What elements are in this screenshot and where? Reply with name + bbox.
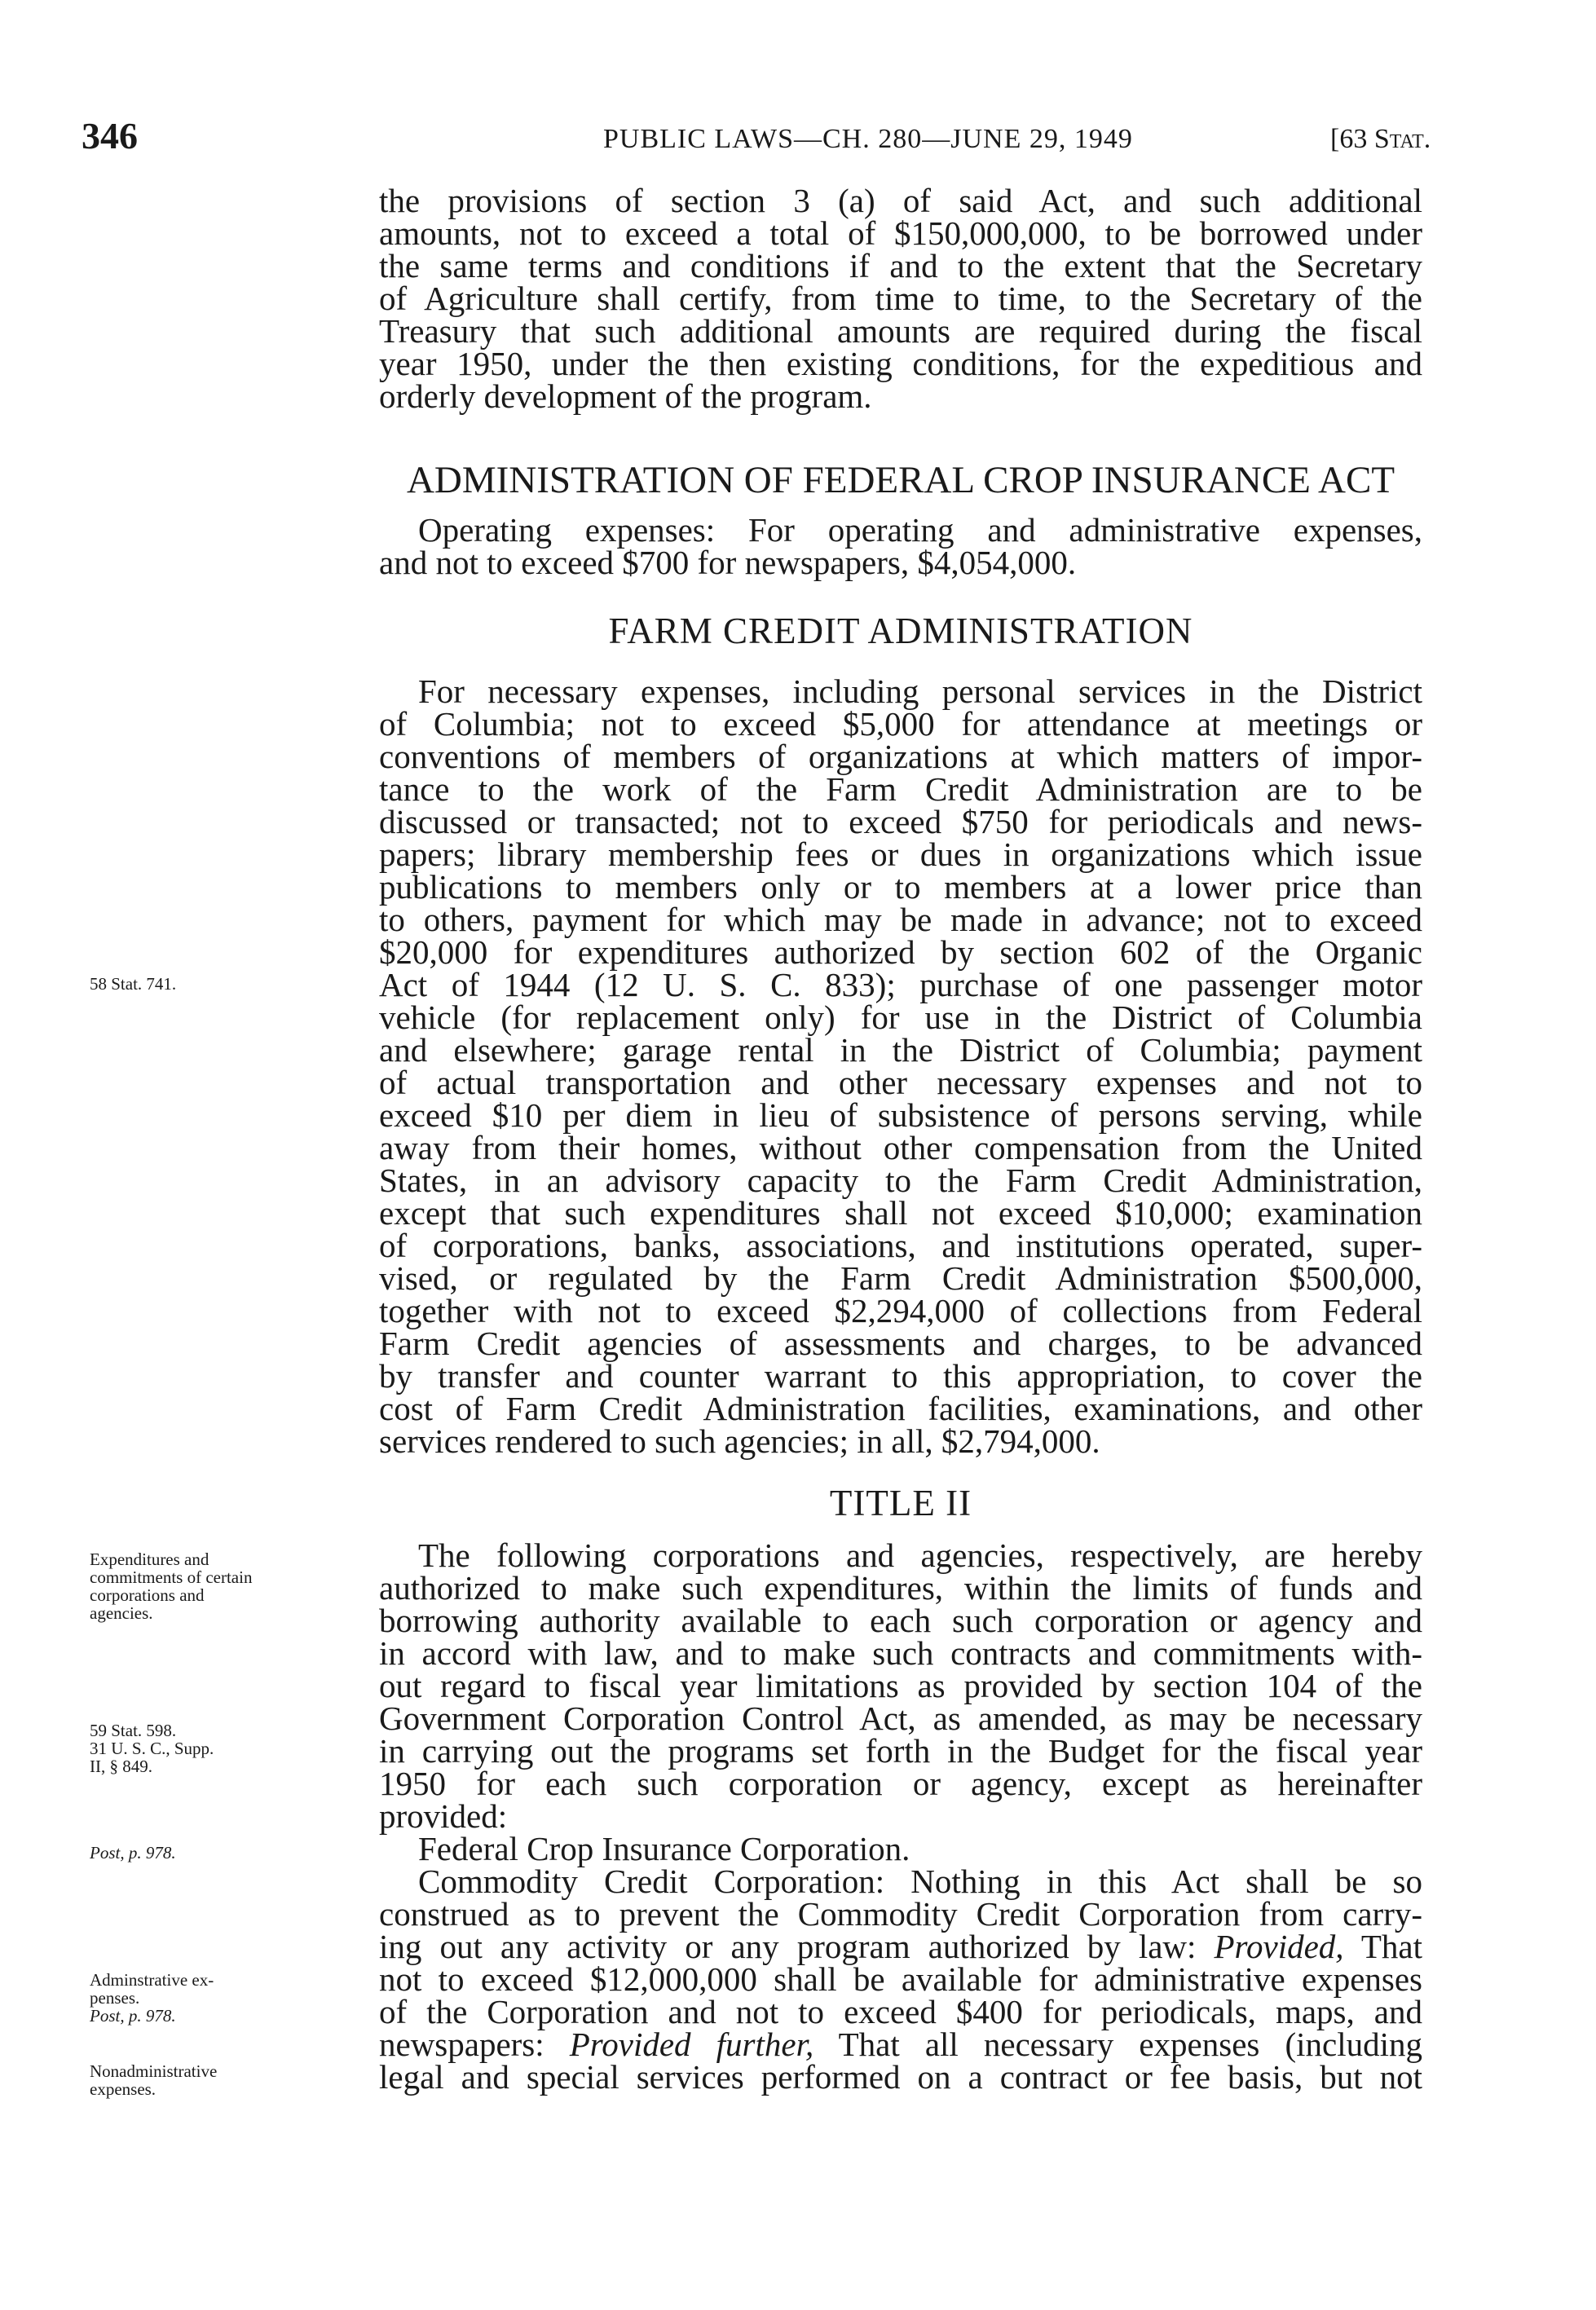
text-line: discussed or transacted; not to exceed $750 for periodicals and news-	[379, 803, 1422, 840]
proviso-italic: Provided further,	[569, 2026, 814, 2063]
text-line: For necessary expenses, including personal services in the District	[418, 672, 1422, 710]
text-line: together with not to exceed $2,294,000 of collections from Federal	[379, 1292, 1422, 1329]
text-line: in accord with law, and to make such contracts and commitments with-	[379, 1634, 1422, 1672]
text-line: vehicle (for replacement only) for use in the District of Columbia	[379, 999, 1422, 1036]
text-fragment: ing out any activity or any program authorized by law:	[379, 1928, 1215, 1965]
text-line: cost of Farm Credit Administration facilities, examinations, and other	[379, 1390, 1422, 1427]
margin-line: Nonadministrative	[90, 2061, 218, 2081]
text-line: Commodity Credit Corporation: Nothing in this Act shall be so	[418, 1863, 1422, 1900]
text-line: exceed $10 per diem in lieu of subsistence of persons serving, while	[379, 1096, 1422, 1134]
text-line: provided:	[379, 1797, 508, 1835]
text-line: Government Corporation Control Act, as amended, as may be necessary	[379, 1699, 1422, 1737]
text-line: and elsewhere; garage rental in the District of Columbia; payment	[379, 1031, 1422, 1069]
section-heading-crop-insurance: ADMINISTRATION OF FEDERAL CROP INSURANCE ACT	[406, 459, 1395, 501]
text-line: and not to exceed $700 for newspapers, $4,054,000.	[379, 544, 1077, 581]
text-line: conventions of members of organizations at which matters of impor-	[379, 738, 1422, 775]
text-line: out regard to fiscal year limitations as provided by section 104 of the	[379, 1667, 1422, 1704]
text-line: vised, or regulated by the Farm Credit Administration $500,000,	[379, 1259, 1422, 1297]
margin-line: Adminstrative ex-	[90, 1970, 214, 1990]
text-line: away from their homes, without other compensation from the United	[379, 1129, 1422, 1166]
margin-line: commitments of certain	[90, 1567, 253, 1587]
margin-note-nonadministrative-expenses	[90, 2062, 351, 2098]
margin-line: penses.	[90, 1988, 140, 2008]
text-line: legal and special services performed on a contract or fee basis, but not	[379, 2058, 1422, 2096]
farm-credit-paragraph	[379, 672, 1422, 1460]
text-line: orderly development of the program.	[379, 377, 872, 415]
text-line: publications to members only or to members at a lower price than	[379, 868, 1422, 906]
text-line: borrowing authority available to each such corporation or agency and	[379, 1602, 1422, 1639]
text-line: of actual transportation and other necessary expenses and not to	[379, 1064, 1422, 1101]
proviso-italic: Provided,	[1214, 1928, 1344, 1965]
text-line: not to exceed $12,000,000 shall be available for administrative expenses	[379, 1960, 1422, 1998]
continuation-paragraph	[379, 182, 1422, 415]
text-line: States, in an advisory capacity to the Farm Credit Administration,	[379, 1162, 1422, 1199]
title-two-paragraph	[379, 1536, 1422, 2096]
margin-note-post-reference	[90, 1844, 351, 1862]
text-line: year 1950, under the then existing conditions, for the expeditious and	[379, 345, 1422, 382]
text-line: amounts, not to exceed a total of $150,000,000, to be borrowed under	[379, 214, 1422, 252]
crop-insurance-paragraph	[379, 511, 1422, 581]
text-fragment: newspapers:	[379, 2026, 570, 2063]
text-line: Farm Credit agencies of assessments and charges, to be advanced	[379, 1325, 1422, 1362]
text-line: of Agriculture shall certify, from time to time, to the Secretary of the	[379, 280, 1422, 317]
text-line: the provisions of section 3 (a) of said Act, and such additional	[379, 182, 1422, 219]
fcic-line: Federal Crop Insurance Corporation.	[418, 1830, 910, 1867]
text-line: to others, payment for which may be made in advance; not to exceed	[379, 901, 1422, 938]
text-line: by transfer and counter warrant to this appropriation, to cover the	[379, 1357, 1422, 1395]
title-heading: TITLE II	[829, 1483, 972, 1523]
margin-line: 59 Stat. 598.	[90, 1721, 177, 1740]
margin-note-stat-58: 58 Stat. 741.	[90, 974, 177, 994]
text-line: tance to the work of the Farm Credit Administration are to be	[379, 770, 1422, 808]
text-line: Act of 1944 (12 U. S. C. 833); purchase of one passenger motor	[379, 966, 1422, 1003]
page-number: 346	[82, 115, 138, 156]
text-line: the same terms and conditions if and to the extent that the Secretary	[379, 247, 1422, 284]
margin-note-expenditures	[90, 1550, 351, 1622]
text-line: $20,000 for expenditures authorized by section 602 of the Organic	[379, 933, 1422, 971]
margin-note-stat-59	[90, 1721, 351, 1775]
text-line: in carrying out the programs set forth in the Budget for the fiscal year	[379, 1732, 1422, 1770]
text-line: The following corporations and agencies, respectively, are hereby	[418, 1536, 1422, 1574]
text-line: Treasury that such additional amounts are required during the fiscal	[379, 312, 1422, 350]
text-line: services rendered to such agencies; in all, $2,794,000.	[379, 1422, 1100, 1460]
margin-line: Expenditures and	[90, 1550, 209, 1569]
margin-line: agencies.	[90, 1603, 153, 1623]
text-line: of the Corporation and not to exceed $400 for periodicals, maps, and	[379, 1993, 1422, 2030]
statute-volume-reference: [63 Stat.	[1330, 124, 1431, 154]
margin-line: corporations and	[90, 1585, 205, 1605]
text-line: papers; library membership fees or dues in organizations which issue	[379, 835, 1422, 873]
text-line: of Columbia; not to exceed $5,000 for attendance at meetings or	[379, 705, 1422, 743]
text-line: authorized to make such expenditures, within the limits of funds and	[379, 1569, 1422, 1607]
text-line: construed as to prevent the Commodity Credit Corporation from carry-	[379, 1895, 1422, 1933]
text-line: of corporations, banks, associations, and institutions operated, super-	[379, 1227, 1422, 1264]
text-line: 1950 for each such corporation or agency, except as hereinafter	[379, 1765, 1422, 1802]
text-line	[379, 1930, 1422, 1963]
text-fragment: That	[1343, 1928, 1422, 1965]
text-line	[379, 2028, 1422, 2061]
running-head: PUBLIC LAWS—CH. 280—JUNE 29, 1949	[603, 124, 1133, 154]
text-line: Operating expenses: For operating and administrative expenses,	[418, 511, 1422, 549]
section-heading-farm-credit: FARM CREDIT ADMINISTRATION	[608, 611, 1193, 651]
text-fragment: That all necessary expenses (including	[813, 2026, 1422, 2063]
margin-line: II, § 849.	[90, 1757, 152, 1776]
margin-line: Post, p. 978.	[90, 2006, 176, 2026]
margin-line: expenses.	[90, 2079, 157, 2099]
margin-line: Post, p. 978.	[90, 1843, 176, 1863]
text-line: except that such expenditures shall not exceed $10,000; examination	[379, 1194, 1422, 1232]
margin-note-administrative-expenses	[90, 1971, 351, 2025]
margin-line: 31 U. S. C., Supp.	[90, 1739, 214, 1758]
